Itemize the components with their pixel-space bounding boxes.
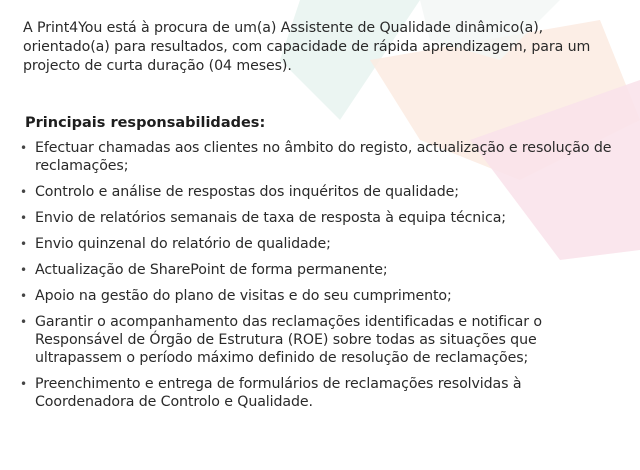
list-item: • Garantir o acompanhamento das reclamações identificadas e notificar o Responsável de Órgão de Estrutura (ROE) sobre todas as situações que ultrapassem o período máximo definido de resolução de reclamações; xyxy=(19,313,619,367)
responsibilities-heading: Principais responsabilidades: xyxy=(25,115,266,131)
list-item: • Envio quinzenal do relatório de qualidade; xyxy=(19,235,619,253)
list-item: • Actualização de SharePoint de forma permanente; xyxy=(19,261,619,279)
intro-paragraph: A Print4You está à procura de um(a) Assistente de Qualidade dinâmico(a), orientado(a) para resultados, com capacidade de rápida aprendizagem, para um projecto de curta duração (04 meses). xyxy=(23,20,591,74)
list-item: • Controlo e análise de respostas dos inquéritos de qualidade; xyxy=(19,183,619,201)
list-item: • Apoio na gestão do plano de visitas e do seu cumprimento; xyxy=(19,287,619,305)
responsibilities-list xyxy=(19,139,619,419)
list-item: • Envio de relatórios semanais de taxa de resposta à equipa técnica; xyxy=(19,209,619,227)
list-item: • Efectuar chamadas aos clientes no âmbito do registo, actualização e resolução de reclamações; xyxy=(19,139,619,175)
list-item: • Preenchimento e entrega de formulários de reclamações resolvidas à Coordenadora de Controlo e Qualidade. xyxy=(19,375,619,411)
